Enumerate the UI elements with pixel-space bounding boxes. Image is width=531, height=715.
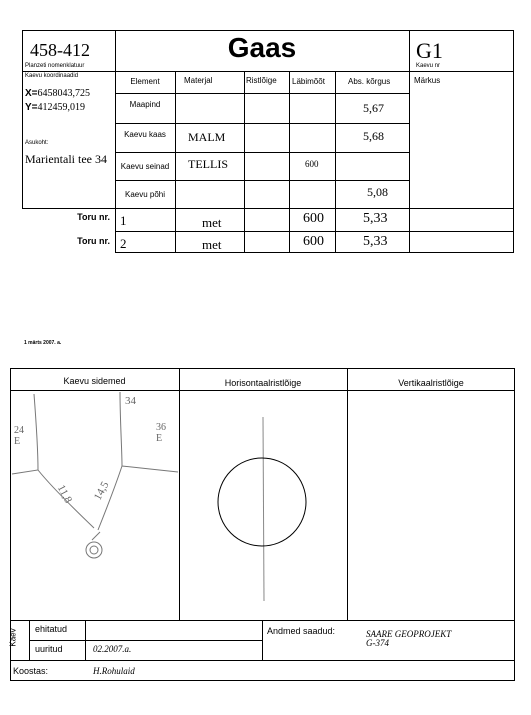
column-header-diameter: Läbimõõt <box>292 77 325 86</box>
sketch-col3-title: Vertikaalristlõige <box>398 378 464 388</box>
pipe-1-number: 1 <box>120 213 127 228</box>
pipe-2-label: Toru nr. <box>77 236 110 246</box>
horizontal-section-drawing <box>180 391 346 619</box>
footer-side-label: Kaev <box>8 628 18 647</box>
row-walls-material: TELLIS <box>188 157 228 171</box>
row-ground-height: 5,67 <box>363 101 384 115</box>
sheet-number-label: Planzeti nomenklatuur <box>25 63 85 69</box>
row-walls-diameter: 600 <box>305 159 319 169</box>
pipe-1-material: met <box>202 215 222 230</box>
sheet-number: 458-412 <box>30 40 90 60</box>
pipe-2-number: 2 <box>120 236 127 251</box>
coords-label: Kaevu koordinaadid <box>25 73 79 79</box>
data-from-label: Andmed saadud: <box>267 626 336 636</box>
built-label: ehitatud <box>35 624 68 634</box>
y-coordinate: Y=412459,019 <box>25 102 86 113</box>
distance-1: 11,8 <box>54 482 75 506</box>
well-id-label: Kaevu nr <box>416 63 441 69</box>
pipe-2-height: 5,33 <box>363 234 388 249</box>
row-cover-height: 5,68 <box>363 129 384 143</box>
well-location-sketch <box>10 390 180 620</box>
author-label: Koostas: <box>13 666 49 676</box>
pipe-2-material: met <box>202 237 222 252</box>
address-label: Asukoht: <box>25 140 49 146</box>
pipe-1-diameter: 600 <box>303 211 324 226</box>
row-ground-element: Maapind <box>129 100 161 109</box>
page-title: Gaas <box>227 32 297 63</box>
row-walls-element: Kaevu seinad <box>120 162 170 171</box>
note-34: 34 <box>125 395 136 407</box>
note-24e: 24 E <box>14 425 24 447</box>
column-header-section: Ristlõige <box>246 76 277 85</box>
column-header-abs-height: Abs. kõrgus <box>348 77 391 86</box>
row-cover-material: MALM <box>188 130 226 144</box>
distance-2: 14,5 <box>91 479 112 503</box>
column-header-element: Element <box>130 77 160 86</box>
pipe-1-height: 5,33 <box>363 211 388 226</box>
note-36e: 36 E <box>156 422 166 444</box>
well-id: G1 <box>416 38 443 63</box>
row-bottom-height: 5,08 <box>367 185 388 199</box>
data-from-code: G-374 <box>366 638 389 648</box>
measured-value: 02.2007.a. <box>93 644 132 654</box>
pipe-1-label: Toru nr. <box>77 212 110 222</box>
column-header-remark: Märkus <box>414 76 441 85</box>
row-bottom-element: Kaevu põhi <box>124 190 166 199</box>
sketch-col2-title: Horisontaalristlõige <box>224 378 302 388</box>
address-value: Marientali tee 34 <box>25 152 107 166</box>
author-value: H.Rohulaid <box>93 666 135 676</box>
date-note: 1 märts 2007. a. <box>24 340 62 346</box>
measured-label: uuritud <box>35 644 63 654</box>
column-header-material: Materjal <box>184 76 213 85</box>
data-from-value: SAARE GEOPROJEKT <box>366 629 452 639</box>
pipe-2-diameter: 600 <box>303 234 324 249</box>
x-coordinate: X=6458043,725 <box>25 88 91 99</box>
sketch-col1-title: Kaevu sidemed <box>63 376 126 386</box>
row-cover-element: Kaevu kaas <box>124 130 166 139</box>
